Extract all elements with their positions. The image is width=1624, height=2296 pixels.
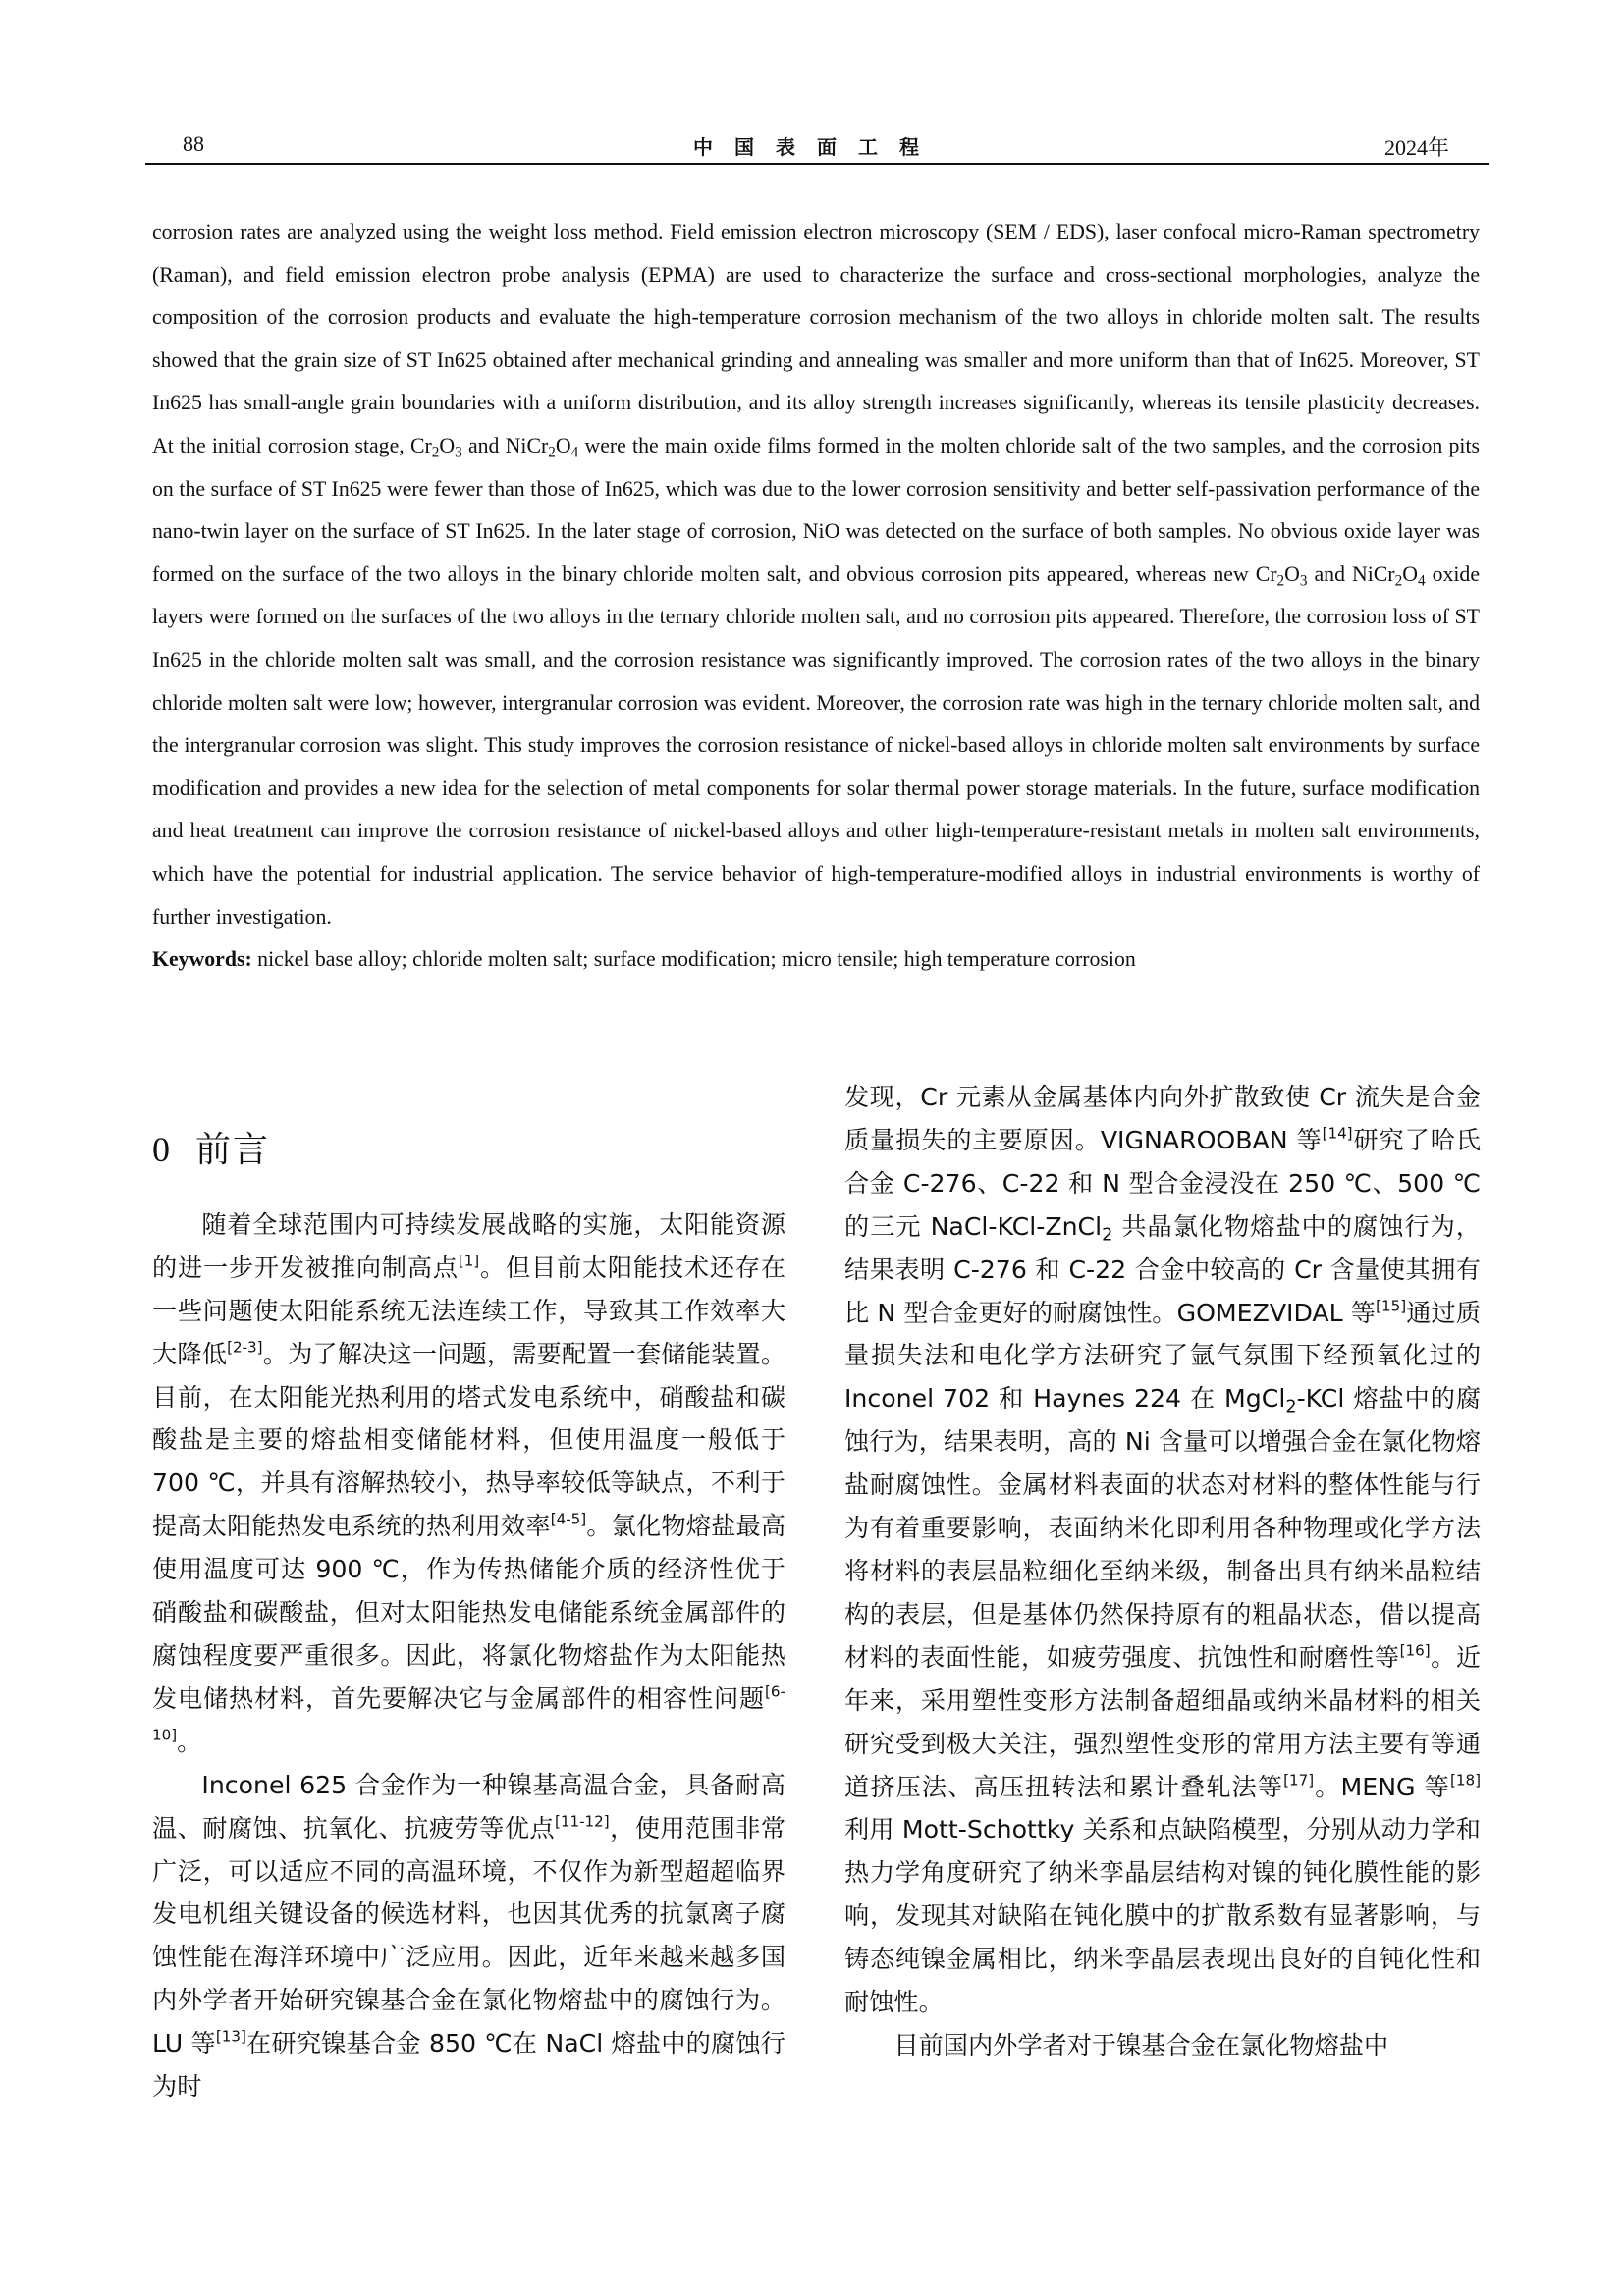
running-header [145, 128, 1489, 165]
citation: [18] [1449, 1770, 1481, 1789]
left-column [152, 1078, 785, 2109]
journal-title: 中国表面工程 [693, 135, 941, 159]
citation: [11-12] [554, 1812, 610, 1831]
citation: [1] [458, 1252, 480, 1270]
english-abstract [152, 211, 1480, 982]
intro-paragraph-1: 随着全球范围内可持续发展战略的实施，太阳能资源的进一步开发被推向制高点[1]。但目前太阳能技术还存在一些问题使太阳能系统无法连续工作，导致其工作效率大大降低[2-3]。为了解决这一问题，需要配置一套储能装置。目前，在太阳能光热利用的塔式发电系统中，硝酸盐和碳酸盐是主要的熔盐相变储能材料，但使用温度一般低于 700 ℃，并具有溶解热较小，热导率较低等缺点，不利于提高太阳能热发电系统的热利用效率[4-5]。氯化物熔盐最高使用温度可达 900 ℃，作为传热储能介质的经济性优于硝酸盐和碳酸盐，但对太阳能热发电储能系统金属部件的腐蚀程度要严重很多。因此，将氯化物熔盐作为太阳能热发电储热材料，首先要解决它与金属部件的相容性问题[6-10]。 [152, 1209, 786, 1756]
citation: [13] [215, 2027, 246, 2046]
keywords: Keywords: nickel base alloy; chloride molten salt; surface modification; micro tensile; high temperature corrosion [152, 947, 1136, 972]
citation: [2-3] [227, 1338, 263, 1357]
right-column [844, 1076, 1481, 2067]
publication-year: 2024年 [1383, 135, 1449, 160]
citation: [16] [1399, 1641, 1431, 1660]
citation: [4-5] [550, 1510, 587, 1528]
citation: [14] [1322, 1124, 1353, 1143]
header-rule [145, 163, 1489, 165]
section-number: 0 [152, 1130, 172, 1169]
intro-paragraph-3: 目前国内外学者对于镍基合金在氯化物熔盐中 [893, 2030, 1389, 2059]
citation: [17] [1283, 1770, 1315, 1789]
keywords-label: Keywords: [152, 947, 252, 972]
section-heading [152, 1129, 785, 1172]
abstract-body: corrosion rates are analyzed using the weight loss method. Field emission electron microscopy (SEM / EDS), laser confocal micro-Raman spectrometry (Raman), and field emission electron probe analysis (EPMA) are used to characterize the surface and cross-sectional morphologies, analyze the composition of the corrosion products and evaluate the high-temperature corrosion mechanism of the two alloys in chloride molten salt. The results showed that the grain size of ST In625 obtained after mechanical grinding and annealing was smaller and more uniform than that of In625. Moreover, ST In625 has small-angle grain boundaries with a uniform distribution, and its alloy strength increases significantly, whereas its tensile plasticity decreases. At the initial corrosion stage, $Cr_2O_3$ and $NiCr_2O_4$ were the main oxide films formed in the molten chloride salt of the two samples, and the corrosion pits on the surface of ST In625 were fewer than those of In625, which was due to the lower corrosion sensitivity and better self-passivation performance of the nano-twin layer on the surface of ST In625. In the later stage of corrosion, NiO was detected on the surface of both samples. No obvious oxide layer was formed on the surface of the two alloys in the binary chloride molten salt, and obvious corrosion pits appeared, whereas new $Cr_2O_3$ and $NiCr_2O_4$ oxide layers were formed on the surfaces of the two alloys in the ternary chloride molten salt, and no corrosion pits appeared. Therefore, the corrosion loss of ST In625 in the chloride molten salt was small, and the corrosion resistance was significantly improved. The corrosion rates of the two alloys in the binary chloride molten salt were low; however, intergranular corrosion was evident. Moreover, the corrosion rate was high in the ternary chloride molten salt, and the intergranular corrosion was slight. This study improves the corrosion resistance of nickel-based alloys in chloride molten salt environments by surface modification and provides a new idea for the selection of metal components for solar thermal power storage materials. In the future, surface modification and heat treatment can improve the corrosion resistance of nickel-based alloys and other high-temperature-resistant metals in molten salt environments, which have the potential for industrial application. The service behavior of high-temperature-modified alloys in industrial environments is worthy of further investigation. [152, 220, 1480, 929]
intro-paragraph-2-cont: 发现，Cr 元素从金属基体内向外扩散致使 Cr 流失是合金质量损失的主要原因。VIGNAROOBAN 等[14]研究了哈氏合金 C-276、C-22 和 N 型合金浸没在 250 ℃、500 ℃的三元 NaCl-KCl-ZnCl$_2$ 共晶氯化物熔盐中的腐蚀行为，结果表明 C-276 和 C-22 合金中较高的 Cr 含量使其拥有比 N 型合金更好的耐腐蚀性。GOMEZVIDAL 等[15]通过质量损失法和电化学方法研究了氩气氛围下经预氧化过的 Inconel 702 和 Haynes 224 在 MgCl$_2$-KCl 熔盐中的腐蚀行为，结果表明，高的 Ni 含量可以增强合金在氯化物熔盐耐腐蚀性。金属材料表面的状态对材料的整体性能与行为有着重要影响，表面纳米化即利用各种物理或化学方法将材料的表层晶粒细化至纳米级，制备出具有纳米晶粒结构的表层，但是基体仍然保持原有的粗晶状态，借以提高材料的表面性能，如疲劳强度、抗蚀性和耐磨性等[16]。近年来，采用塑性变形方法制备超细晶或纳米晶材料的相关研究受到极大关注，强烈塑性变形的常用方法主要有等通道挤压法、高压扭转法和累计叠轧法等[17]。MENG 等[18]利用 Mott-Schottky 关系和点缺陷模型，分别从动力学和热力学角度研究了纳米孪晶层结构对镍的钝化膜性能的影响，发现其对缺陷在钝化膜中的扩散系数有显著影响，与铸态纯镍金属相比，纳米孪晶层表现出良好的自钝化性和耐蚀性。 [844, 1083, 1482, 2017]
citation: [15] [1376, 1296, 1407, 1314]
section-title: 前言 [195, 1130, 271, 1170]
citation: [6-10] [152, 1682, 785, 1744]
page-number: 88 [183, 132, 204, 156]
intro-paragraph-2: Inconel 625 合金作为一种镍基高温合金，具备耐高温、耐腐蚀、抗氧化、抗疲劳等优点[11-12]，使用范围非常广泛，可以适应不同的高温环境，不仅作为新型超超临界发电机组关键设备的候选材料，也因其优秀的抗氯离子腐蚀性能在海洋环境中广泛应用。因此，近年来越来越多国内外学者开始研究镍基合金在氯化物熔盐中的腐蚀行为。LU 等[13]在研究镍基合金 850 ℃在 NaCl 熔盐中的腐蚀行为时 [152, 1770, 786, 2102]
